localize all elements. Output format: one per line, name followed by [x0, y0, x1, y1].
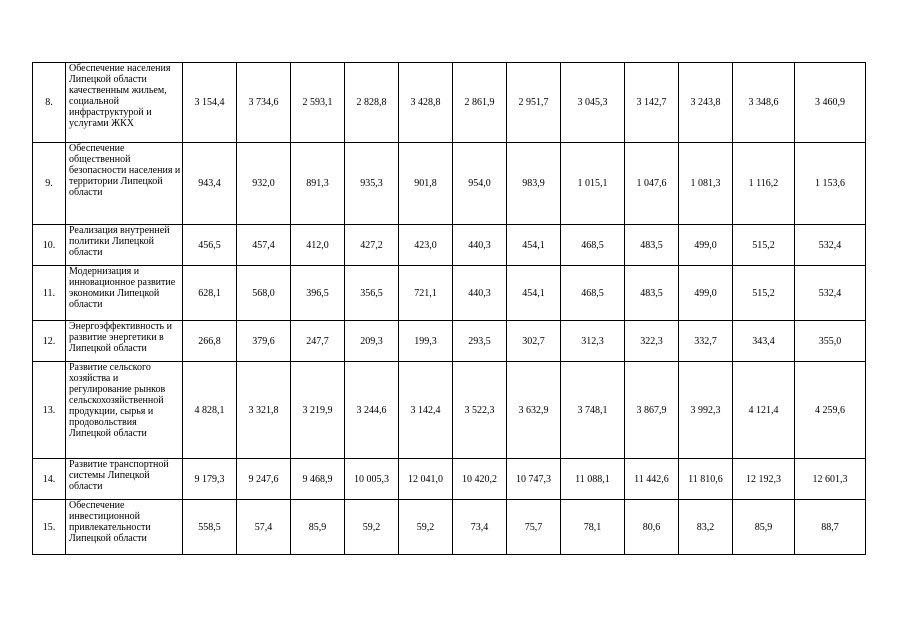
value-cell: 456,5	[183, 225, 237, 266]
value-cell: 3 734,6	[237, 63, 291, 143]
value-cell: 3 045,3	[561, 63, 625, 143]
program-name: Модернизация и инновационное развитие экономики Липецкой области	[66, 266, 183, 321]
value-cell: 532,4	[795, 266, 866, 321]
value-cell: 332,7	[679, 321, 733, 362]
value-cell: 57,4	[237, 500, 291, 555]
value-cell: 9 179,3	[183, 459, 237, 500]
value-cell: 3 154,4	[183, 63, 237, 143]
value-cell: 10 420,2	[453, 459, 507, 500]
table-row	[33, 63, 866, 143]
value-cell: 515,2	[733, 266, 795, 321]
value-cell: 396,5	[291, 266, 345, 321]
value-cell: 1 116,2	[733, 143, 795, 225]
value-cell: 454,1	[507, 225, 561, 266]
value-cell: 440,3	[453, 266, 507, 321]
value-cell: 2 828,8	[345, 63, 399, 143]
value-cell: 3 522,3	[453, 362, 507, 459]
value-cell: 628,1	[183, 266, 237, 321]
value-cell: 935,3	[345, 143, 399, 225]
value-cell: 454,1	[507, 266, 561, 321]
value-cell: 3 632,9	[507, 362, 561, 459]
table-row	[33, 362, 866, 459]
value-cell: 3 460,9	[795, 63, 866, 143]
budget-table	[32, 62, 866, 555]
value-cell: 85,9	[733, 500, 795, 555]
value-cell: 356,5	[345, 266, 399, 321]
value-cell: 293,5	[453, 321, 507, 362]
value-cell: 266,8	[183, 321, 237, 362]
value-cell: 483,5	[625, 266, 679, 321]
value-cell: 10 747,3	[507, 459, 561, 500]
value-cell: 412,0	[291, 225, 345, 266]
value-cell: 9 247,6	[237, 459, 291, 500]
value-cell: 11 810,6	[679, 459, 733, 500]
value-cell: 199,3	[399, 321, 453, 362]
value-cell: 2 593,1	[291, 63, 345, 143]
value-cell: 83,2	[679, 500, 733, 555]
value-cell: 80,6	[625, 500, 679, 555]
value-cell: 88,7	[795, 500, 866, 555]
table-body	[33, 63, 866, 555]
value-cell: 901,8	[399, 143, 453, 225]
row-number: 12.	[33, 321, 66, 362]
value-cell: 3 348,6	[733, 63, 795, 143]
value-cell: 2 861,9	[453, 63, 507, 143]
table-row	[33, 225, 866, 266]
value-cell: 11 088,1	[561, 459, 625, 500]
value-cell: 532,4	[795, 225, 866, 266]
value-cell: 3 243,8	[679, 63, 733, 143]
value-cell: 440,3	[453, 225, 507, 266]
program-name: Энергоэффективность и развитие энергетики в Липецкой области	[66, 321, 183, 362]
value-cell: 483,5	[625, 225, 679, 266]
table-row	[33, 266, 866, 321]
value-cell: 3 428,8	[399, 63, 453, 143]
value-cell: 891,3	[291, 143, 345, 225]
value-cell: 75,7	[507, 500, 561, 555]
row-number: 11.	[33, 266, 66, 321]
row-number: 14.	[33, 459, 66, 500]
value-cell: 3 142,7	[625, 63, 679, 143]
value-cell: 427,2	[345, 225, 399, 266]
table-row	[33, 500, 866, 555]
value-cell: 355,0	[795, 321, 866, 362]
value-cell: 499,0	[679, 225, 733, 266]
value-cell: 59,2	[345, 500, 399, 555]
program-name: Обеспечение населения Липецкой области качественным жильем, социальной инфраструктурой и услугами ЖКХ	[66, 63, 183, 143]
value-cell: 78,1	[561, 500, 625, 555]
row-number: 15.	[33, 500, 66, 555]
row-number: 10.	[33, 225, 66, 266]
value-cell: 11 442,6	[625, 459, 679, 500]
value-cell: 10 005,3	[345, 459, 399, 500]
value-cell: 943,4	[183, 143, 237, 225]
value-cell: 4 828,1	[183, 362, 237, 459]
row-number: 8.	[33, 63, 66, 143]
value-cell: 312,3	[561, 321, 625, 362]
value-cell: 568,0	[237, 266, 291, 321]
value-cell: 3 142,4	[399, 362, 453, 459]
value-cell: 515,2	[733, 225, 795, 266]
value-cell: 983,9	[507, 143, 561, 225]
program-name: Обеспечение инвестиционной привлекательности Липецкой области	[66, 500, 183, 555]
value-cell: 12 192,3	[733, 459, 795, 500]
table-row	[33, 321, 866, 362]
program-name: Развитие сельского хозяйства и регулирование рынков сельскохозяйственной продукции, сырья и продовольствия Липецкой области	[66, 362, 183, 459]
value-cell: 1 015,1	[561, 143, 625, 225]
program-name: Обеспечение общественной безопасности населения и территории Липецкой области	[66, 143, 183, 225]
value-cell: 209,3	[345, 321, 399, 362]
value-cell: 3 321,8	[237, 362, 291, 459]
value-cell: 3 992,3	[679, 362, 733, 459]
value-cell: 1 047,6	[625, 143, 679, 225]
value-cell: 343,4	[733, 321, 795, 362]
value-cell: 85,9	[291, 500, 345, 555]
value-cell: 59,2	[399, 500, 453, 555]
table-row	[33, 459, 866, 500]
value-cell: 468,5	[561, 225, 625, 266]
row-number: 9.	[33, 143, 66, 225]
value-cell: 3 748,1	[561, 362, 625, 459]
value-cell: 4 259,6	[795, 362, 866, 459]
value-cell: 379,6	[237, 321, 291, 362]
value-cell: 73,4	[453, 500, 507, 555]
value-cell: 457,4	[237, 225, 291, 266]
value-cell: 9 468,9	[291, 459, 345, 500]
value-cell: 3 244,6	[345, 362, 399, 459]
value-cell: 247,7	[291, 321, 345, 362]
value-cell: 954,0	[453, 143, 507, 225]
value-cell: 499,0	[679, 266, 733, 321]
value-cell: 12 041,0	[399, 459, 453, 500]
value-cell: 4 121,4	[733, 362, 795, 459]
value-cell: 12 601,3	[795, 459, 866, 500]
table-row	[33, 143, 866, 225]
value-cell: 3 219,9	[291, 362, 345, 459]
row-number: 13.	[33, 362, 66, 459]
value-cell: 932,0	[237, 143, 291, 225]
value-cell: 2 951,7	[507, 63, 561, 143]
value-cell: 322,3	[625, 321, 679, 362]
value-cell: 423,0	[399, 225, 453, 266]
value-cell: 1 081,3	[679, 143, 733, 225]
value-cell: 468,5	[561, 266, 625, 321]
value-cell: 1 153,6	[795, 143, 866, 225]
value-cell: 3 867,9	[625, 362, 679, 459]
value-cell: 558,5	[183, 500, 237, 555]
value-cell: 721,1	[399, 266, 453, 321]
program-name: Развитие транспортной системы Липецкой области	[66, 459, 183, 500]
program-name: Реализация внутренней политики Липецкой области	[66, 225, 183, 266]
value-cell: 302,7	[507, 321, 561, 362]
